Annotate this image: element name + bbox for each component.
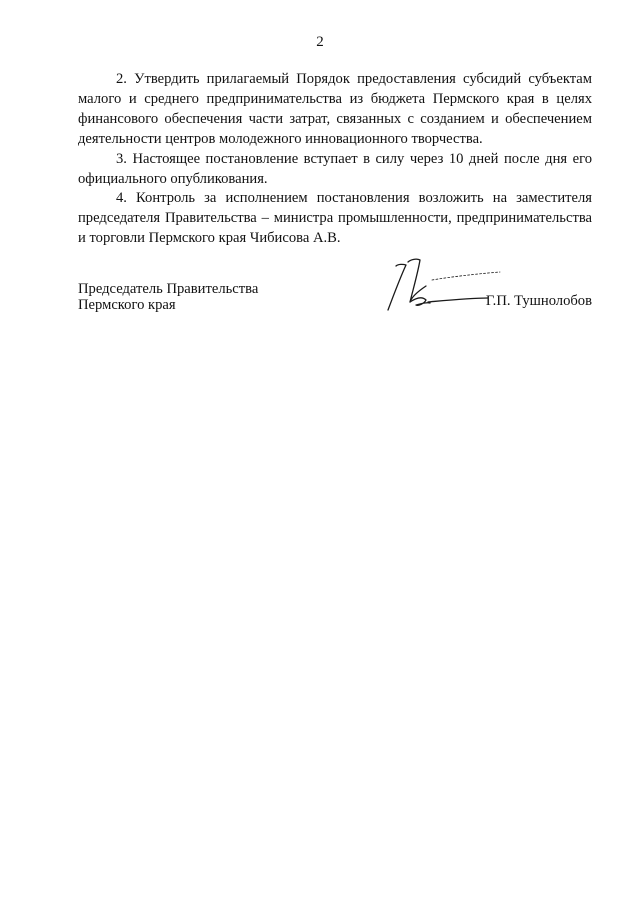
paragraph-2: 2. Утвердить прилагаемый Порядок предоставления субсидий субъектам малого и среднего предпринимательства из бюджета Пермского края в целях финансового обеспечения части затрат, связанных с созданием и обеспечением деятельности центров молодежного инновационного творчества.	[78, 71, 592, 147]
paragraph-3: 3. Настоящее постановление вступает в силу через 10 дней после дня его официального опубликования.	[78, 150, 592, 187]
signatory-name: Г.П. Тушнолобов	[485, 293, 592, 309]
paragraph-4: 4. Контроль за исполнением постановления возложить на заместителя председателя Правительства – министра промышленности, предпринимательства и торговли Пермского края Чибисова А.В.	[78, 190, 592, 247]
signatory-title	[78, 281, 258, 313]
page-number: 2	[316, 34, 324, 50]
signatory-title-line-2: Пермского края	[78, 297, 176, 313]
document-body	[78, 70, 592, 249]
handwritten-signature	[370, 250, 520, 320]
signatory-title-line-1: Председатель Правительства	[78, 281, 259, 297]
